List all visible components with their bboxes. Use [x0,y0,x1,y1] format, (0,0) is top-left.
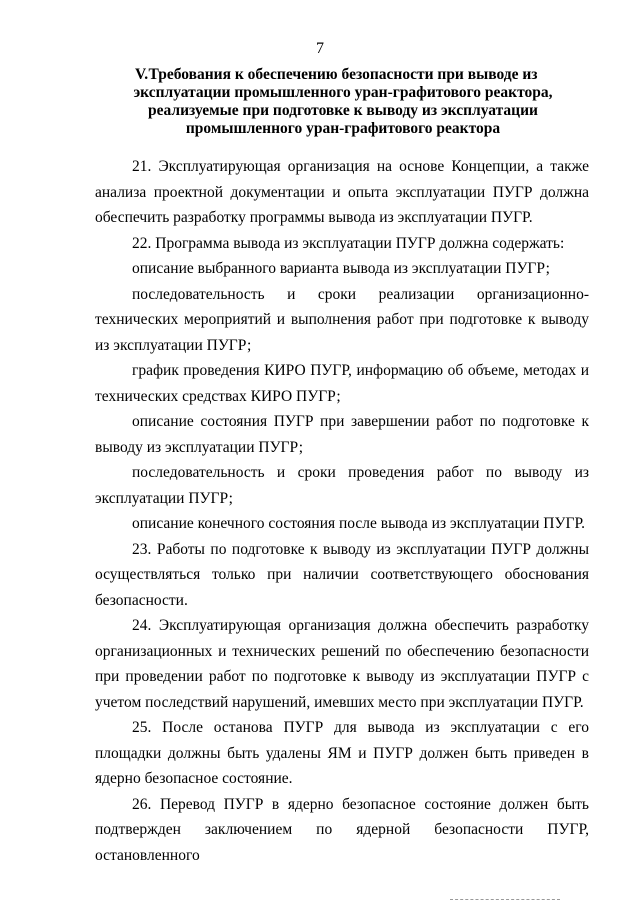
paragraph: 26. Перевод ПУГР в ядерно безопасное состояние должен быть подтвержден заключением по ядерной безопасности ПУГР, остановленного [95,795,589,864]
page-number: 7 [316,40,324,57]
section-number: V. [135,66,149,83]
heading-line: Требования к обеспечению безопасности при выводе из [148,66,538,83]
paragraph: 21. Эксплуатирующая организация на основе Концепции, а также анализа проектной документации и опыта эксплуатации ПУГР должна обеспечить разработку программы вывода из эксплуатации ПУГР. [95,158,589,226]
heading-line: промышленного уран-графитового реактора [185,120,501,137]
section-heading [95,66,591,138]
list-item: график проведения КИРО ПУГР, информацию об объеме, методах и технических средствах КИРО ПУГР; [95,362,589,405]
list-item: описание выбранного варианта вывода из эксплуатации ПУГР; [132,260,550,277]
list-item: последовательность и сроки реализации организационно-технических мероприятий и выполнения работ при подготовке к выводу из эксплуатации ПУГР; [95,285,589,354]
scan-artifact-line [450,899,560,902]
document-body [95,154,589,868]
list-item: описание конечного состояния после вывода из эксплуатации ПУГР. [132,515,585,532]
heading-line: эксплуатации промышленного уран-графитового реактора, [133,84,553,101]
paragraph: 23. Работы по подготовке к выводу из эксплуатации ПУГР должны осуществляться только при наличии соответствующего обоснования безопасности. [95,540,589,609]
list-item: описание состояния ПУГР при завершении работ по подготовке к выводу из эксплуатации ПУГР; [95,413,589,456]
paragraph: 25. После останова ПУГР для вывода из эксплуатации с его площадки должны быть удалены ЯМ и ПУГР должен быть приведен в ядерно безопасное состояние. [95,719,589,787]
paragraph: 22. Программа вывода из эксплуатации ПУГР должна содержать: [132,234,565,252]
paragraph: 24. Эксплуатирующая организация должна обеспечить разработку организационных и технических решений по обеспечению безопасности при проведении работ по подготовке к выводу из эксплуатации ПУГР с учетом последствий нарушений, имевших место при эксплуатации ПУГР. [95,617,589,711]
heading-line: реализуемые при подготовке к выводу из эксплуатации [148,102,538,119]
list-item: последовательность и сроки проведения работ по выводу из эксплуатации ПУГР; [95,464,589,507]
